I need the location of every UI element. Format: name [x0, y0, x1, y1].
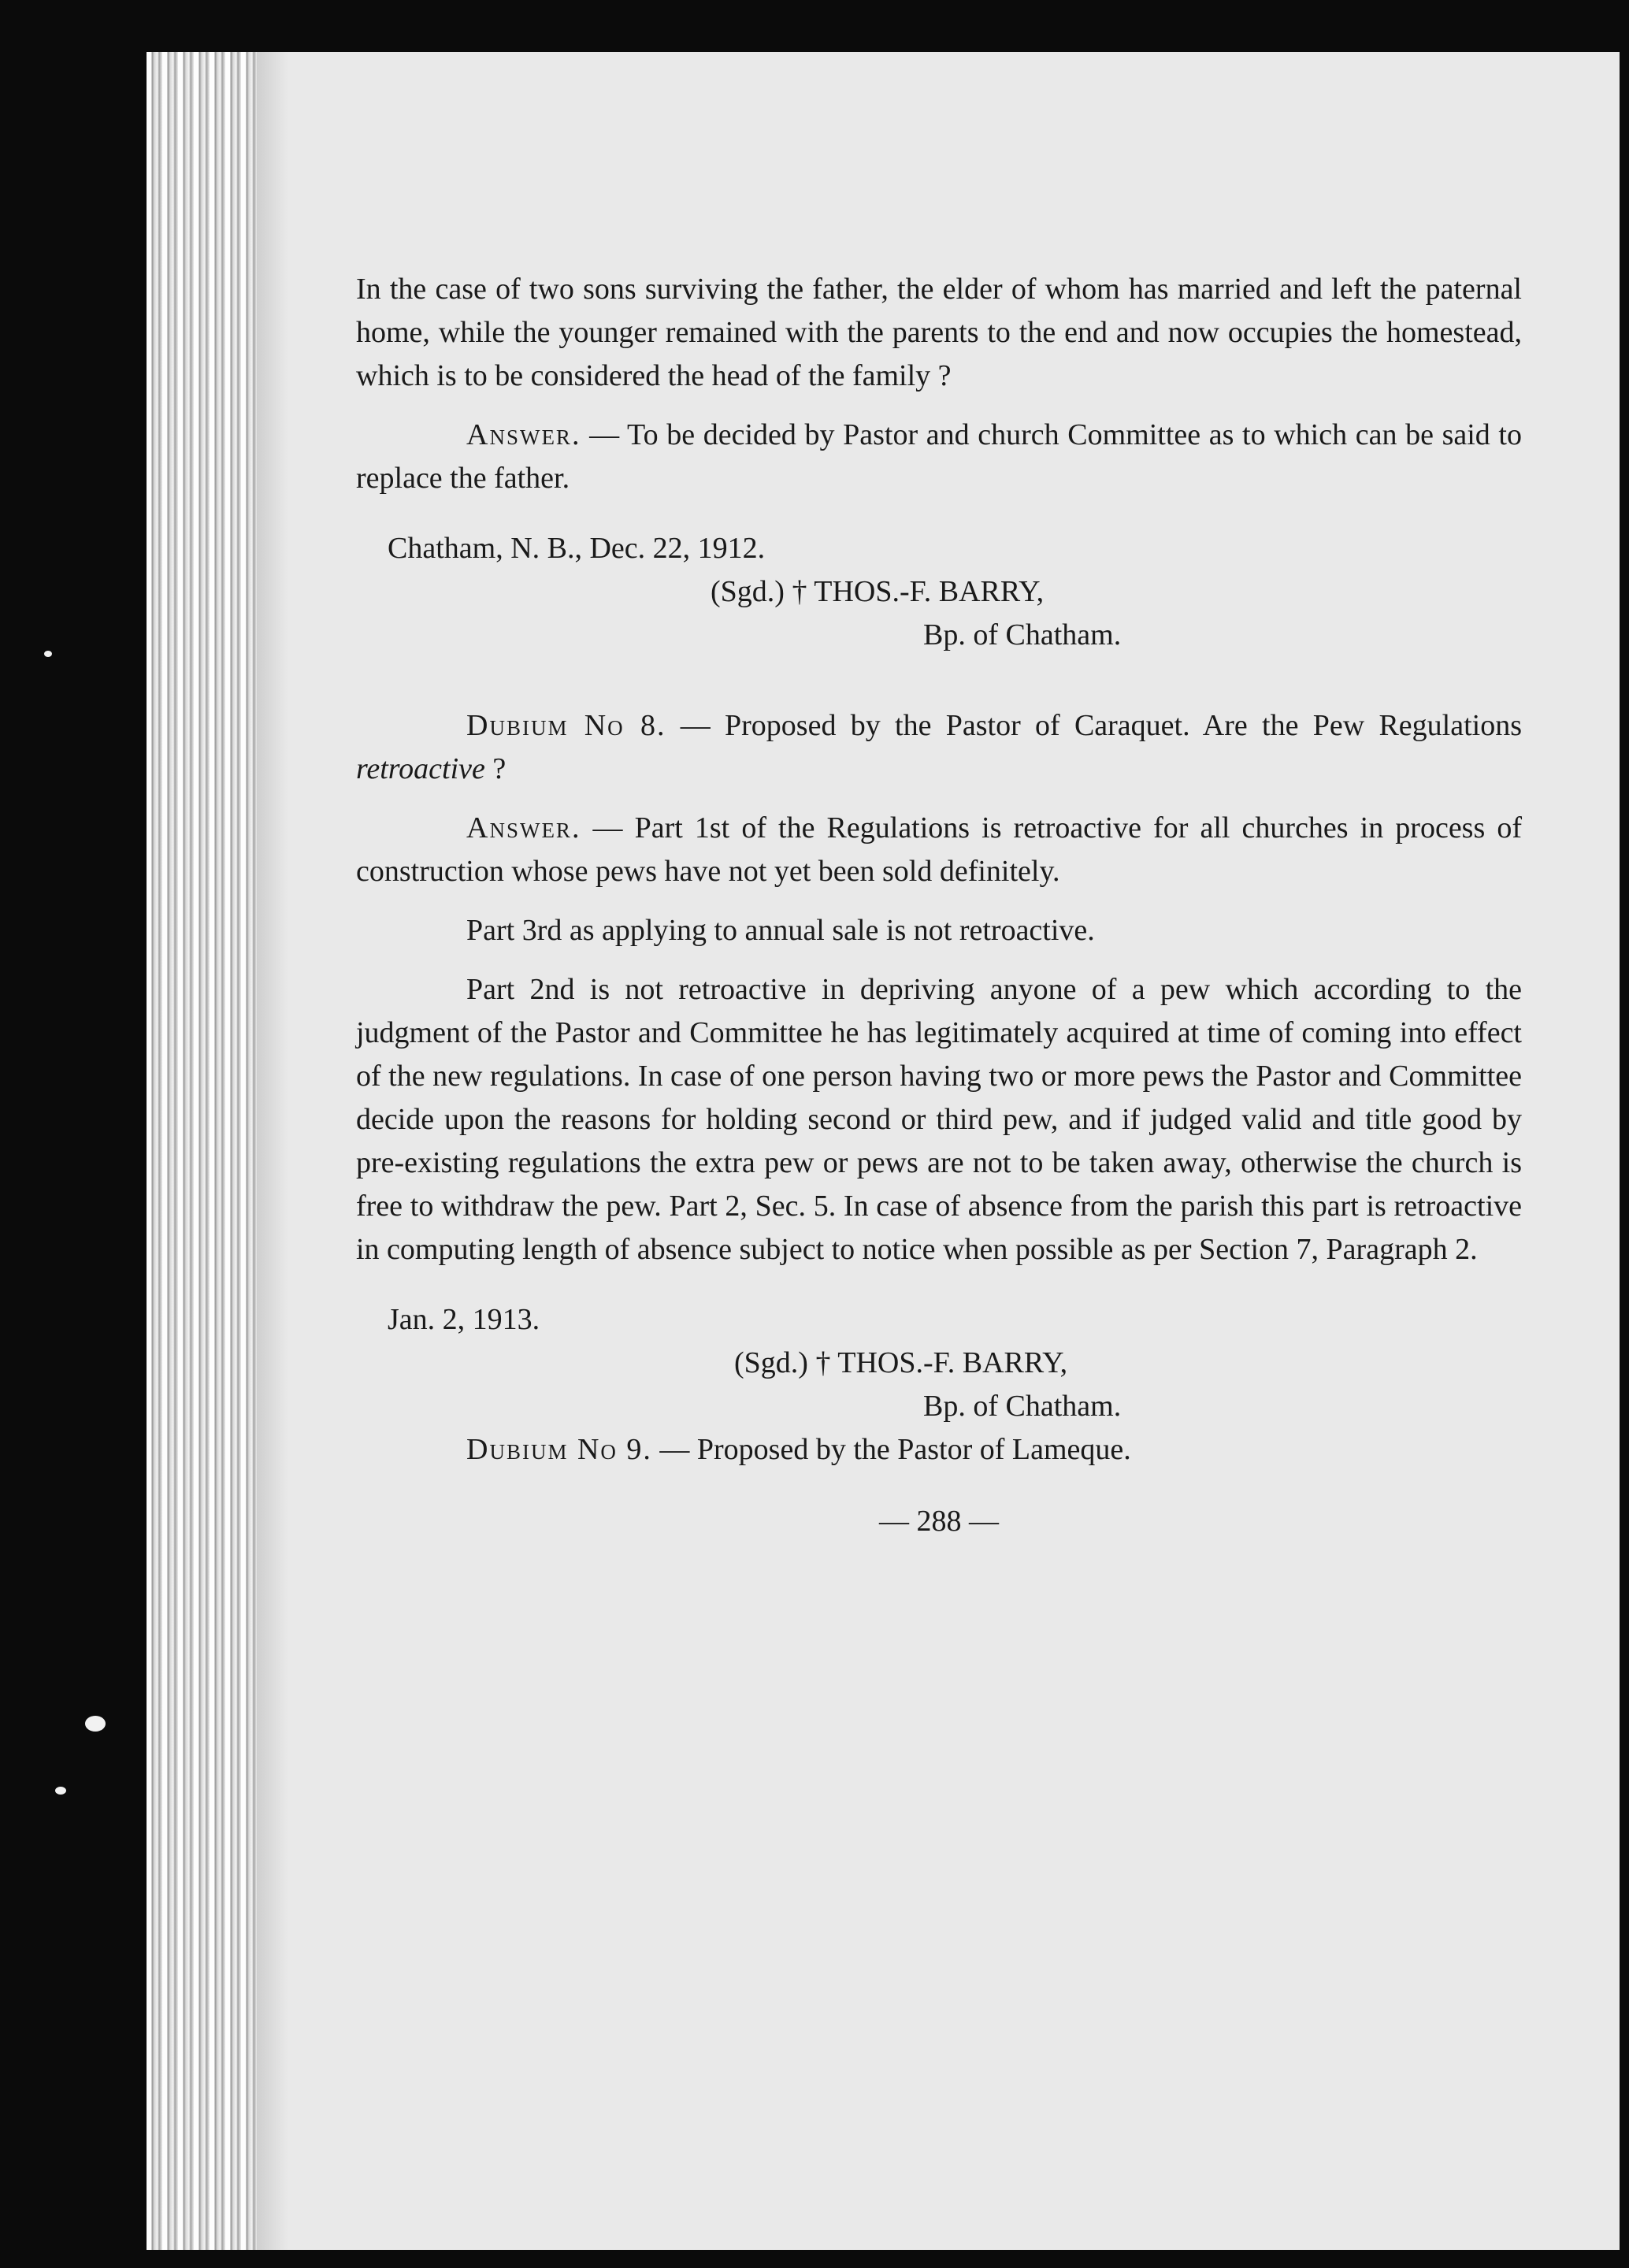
part-2-paragraph: Part 2nd is not retroactive in depriving anyone of a pew which according to the judgment of the Pastor and Committee he has legitimately acquired at time of coming into effect of the new regulations. In case of one person having two or more pews the Pastor and Committee decide upon the reasons for holding second or third pew, and if judged valid and title good by pre-existing regulations the extra pew or pews are not to be taken away, otherwise the church is free to withdraw the pew. Part 2, Sec. 5. In case of absence from the parish this part is retroactive in computing length of absence subject to notice when possible as per Section 7, Paragraph 2. — [356, 973, 1522, 1266]
date-line: Chatham, N. B., Dec. 22, 1912. — [388, 532, 766, 565]
dubium-label: Dubium No 9. — [466, 1433, 652, 1466]
answer-text: — To be decided by Pastor and church Committee as to which can be said to replace the father. — [356, 418, 1522, 495]
dubium-8-paragraph — [356, 704, 1522, 791]
scan-speck — [44, 651, 52, 657]
page-text — [356, 268, 1522, 1543]
dubium-9-paragraph — [356, 1428, 1522, 1472]
answer-label: Answer. — [466, 418, 581, 451]
dubium-end: ? — [484, 752, 507, 785]
dubium-text: — Proposed by the Pastor of Lameque. — [651, 1433, 1131, 1466]
answer-paragraph-2 — [356, 807, 1522, 893]
signature-title: Bp. of Chatham. — [923, 618, 1122, 651]
dubium-label: Dubium No 8. — [466, 709, 666, 742]
page-number: — 288 — — [879, 1505, 999, 1538]
question-paragraph: In the case of two sons surviving the father, the elder of whom has married and left the paternal home, while the younger remained with the parents to the end and now occupies the homestead, which is to be considered the head of the family ? — [356, 273, 1522, 392]
signature-title: Bp. of Chatham. — [923, 1390, 1122, 1423]
dubium-italic-word: retroactive — [356, 752, 485, 785]
signature-line: (Sgd.) † THOS.-F. BARRY, — [711, 575, 1045, 608]
book-spine — [147, 52, 257, 2250]
scan-speck — [85, 1716, 106, 1732]
answer-label: Answer. — [466, 811, 581, 844]
signature-line: (Sgd.) † THOS.-F. BARRY, — [734, 1346, 1068, 1379]
dubium-text: — Proposed by the Pastor of Caraquet. Are the Pew Regulations — [666, 709, 1522, 742]
date-line: Jan. 2, 1913. — [388, 1303, 540, 1336]
spine-shadow — [257, 52, 288, 2250]
scan-speck — [55, 1787, 66, 1795]
answer-paragraph-1 — [356, 414, 1522, 500]
part-3-paragraph: Part 3rd as applying to annual sale is not retroactive. — [466, 914, 1095, 947]
answer-text: — Part 1st of the Regulations is retroactive for all churches in process of construction whose pews have not yet been sold definitely. — [356, 811, 1522, 888]
